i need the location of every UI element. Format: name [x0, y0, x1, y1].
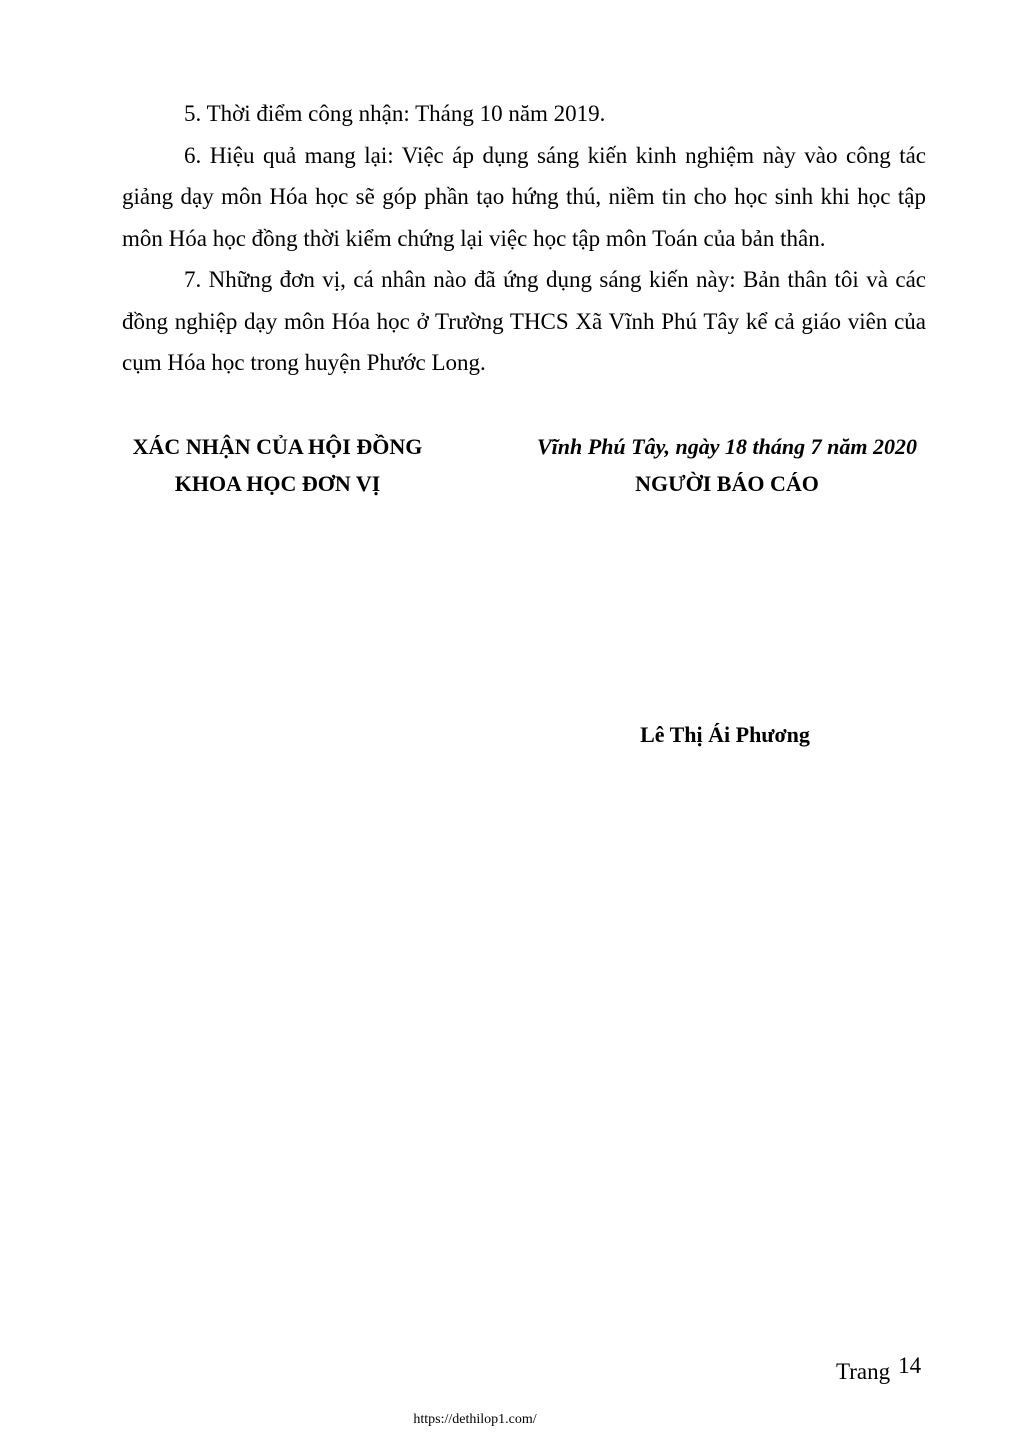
paragraph-effectiveness: 6. Hiệu quả mang lại: Việc áp dụng sáng kiến kinh nghiệm này vào công tác giảng dạy môn Hóa học sẽ góp phần tạo hứng thú, niềm tin cho học sinh khi học tập môn Hóa học đồng thời kiểm chứng lại việc học tập môn Toán của bản thân.: [122, 142, 926, 251]
paragraph-recognition-time: 5. Thời điểm công nhận: Tháng 10 năm 2019.: [184, 101, 606, 126]
page-number: 14: [898, 1353, 922, 1378]
place-date-line: Vĩnh Phú Tây, ngày 18 tháng 7 năm 2020: [537, 434, 917, 459]
reporter-block: [520, 428, 934, 502]
page-label: Trang: [836, 1359, 891, 1384]
document-body: [122, 93, 926, 384]
source-url: https://dethilop1.com/: [413, 1412, 537, 1427]
signer-name: Lê Thị Ái Phương: [640, 722, 810, 747]
paragraph-applied-units: 7. Những đơn vị, cá nhân nào đã ứng dụng sáng kiến này: Bản thân tôi và các đồng nghiệp dạy môn Hóa học ở Trường THCS Xã Vĩnh Phú Tây kể cả giáo viên của cụm Hóa học trong huyện Phước Long.: [122, 267, 926, 375]
page-number-footer: [836, 1353, 922, 1387]
reporter-title: NGƯỜI BÁO CÁO: [635, 471, 819, 496]
council-confirmation-block: [110, 428, 445, 502]
council-confirmation-line2: KHOA HỌC ĐƠN VỊ: [174, 471, 381, 496]
council-confirmation-line1: XÁC NHẬN CỦA HỘI ĐỒNG: [132, 434, 423, 459]
